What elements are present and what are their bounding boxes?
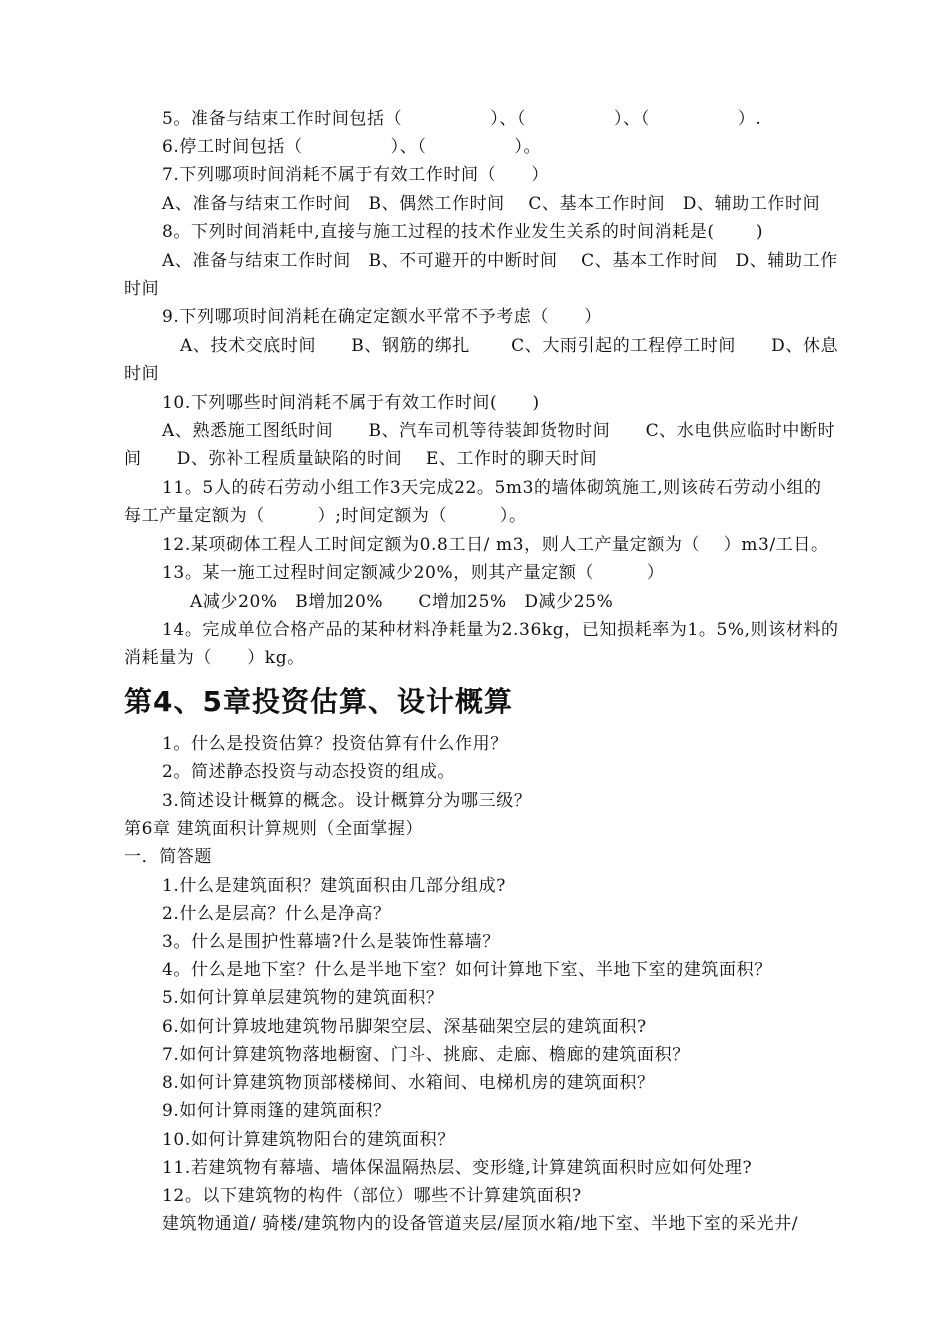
question-9-options-cont: 时间	[124, 364, 160, 384]
question-7: 7.下列哪项时间消耗不属于有效工作时间（ ）	[162, 165, 550, 185]
question-10-options-cont: 间 D、弥补工程质量缺陷的时间 E、工作时的聊天时间	[124, 449, 598, 469]
ch6-question-12: 12。以下建筑物的构件（部位）哪些不计算建筑面积?	[162, 1186, 582, 1206]
question-9: 9.下列哪项时间消耗在确定定额水平常不予考虑（ ）	[162, 307, 602, 327]
ch6-question-4: 4。什么是地下室？什么是半地下室？如何计算地下室、半地下室的建筑面积？	[162, 960, 772, 980]
question-8-options-cont: 时间	[124, 279, 160, 299]
question-14: 14。完成单位合格产品的某种材料净耗量为2.36kg，已知损耗率为1。5%,则该材料的	[162, 620, 839, 640]
ch6-question-1: 1.什么是建筑面积？建筑面积由几部分组成?	[162, 876, 506, 896]
ch6-question-12-list: 建筑物通道/ 骑楼/建筑物内的设备管道夹层/屋顶水箱/地下室、半地下室的采光井/	[162, 1214, 799, 1234]
question-10: 10.下列哪些时间消耗不属于有效工作时间( )	[162, 393, 540, 413]
question-10-options: A、熟悉施工图纸时间 B、汽车司机等待装卸货物时间 C、水电供应临时中断时	[162, 421, 836, 441]
question-6: 6.停工时间包括（ ）、（ ）。	[162, 137, 542, 157]
ch6-question-11: 11.若建筑物有幕墙、墙体保温隔热层、变形缝,计算建筑面积时应如何处理?	[162, 1158, 753, 1178]
question-9-options: A、技术交底时间 B、钢筋的绑扎 C、大雨引起的工程停工时间 D、休息	[180, 336, 839, 356]
chapter-heading: 第4、5章投资估算、设计概算	[124, 685, 513, 718]
question-13: 13。某一施工过程时间定额减少20%，则其产量定额（ ）	[162, 563, 665, 583]
ch45-question-1: 1。什么是投资估算？投资估算有什么作用？	[162, 734, 508, 754]
question-5: 5。准备与结束工作时间包括（ ）、（ ）、（ ）.	[162, 109, 762, 129]
section-short-answer: 一．简答题	[124, 847, 212, 867]
chapter-6-title: 第6章 建筑面积计算规则（全面掌握）	[124, 819, 424, 839]
question-7-options: A、准备与结束工作时间 B、偶然工作时间 C、基本工作时间 D、辅助工作时间	[162, 194, 821, 214]
question-11-cont: 每工产量定额为（ ）;时间定额为（ ）。	[124, 506, 527, 526]
question-13-options: A减少20% B增加20% C增加25% D减少25%	[190, 592, 614, 612]
question-8: 8。下列时间消耗中,直接与施工过程的技术作业发生关系的时间消耗是( )	[162, 222, 764, 242]
ch6-question-3: 3。什么是围护性幕墙?什么是装饰性幕墙？	[162, 932, 500, 952]
question-14-cont: 消耗量为（ ）kg。	[124, 648, 305, 668]
ch6-question-9: 9.如何计算雨篷的建筑面积？	[162, 1101, 391, 1121]
ch6-question-6: 6.如何计算坡地建筑物吊脚架空层、深基础架空层的建筑面积?	[162, 1017, 647, 1037]
question-12: 12.某项砌体工程人工时间定额为0.8工日/ m3，则人工产量定额为（ ）m3/工日。	[162, 535, 829, 555]
ch6-question-7: 7.如何计算建筑物落地橱窗、门斗、挑廊、走廊、檐廊的建筑面积？	[162, 1045, 690, 1065]
question-8-options: A、准备与结束工作时间 B、不可避开的中断时间 C、基本工作时间 D、辅助工作	[162, 251, 838, 271]
ch6-question-2: 2.什么是层高？什么是净高？	[162, 904, 391, 924]
ch6-question-10: 10.如何计算建筑物阳台的建筑面积？	[162, 1130, 455, 1150]
ch6-question-5: 5.如何计算单层建筑物的建筑面积？	[162, 988, 444, 1008]
ch45-question-2: 2。简述静态投资与动态投资的组成。	[162, 762, 456, 782]
ch45-question-3: 3.简述设计概算的概念。设计概算分为哪三级？	[162, 791, 532, 811]
question-11: 11。5人的砖石劳动小组工作3天完成22。5m3的墙体砌筑施工,则该砖石劳动小组的	[162, 478, 822, 498]
ch6-question-8: 8.如何计算建筑物顶部楼梯间、水箱间、电梯机房的建筑面积？	[162, 1073, 655, 1093]
